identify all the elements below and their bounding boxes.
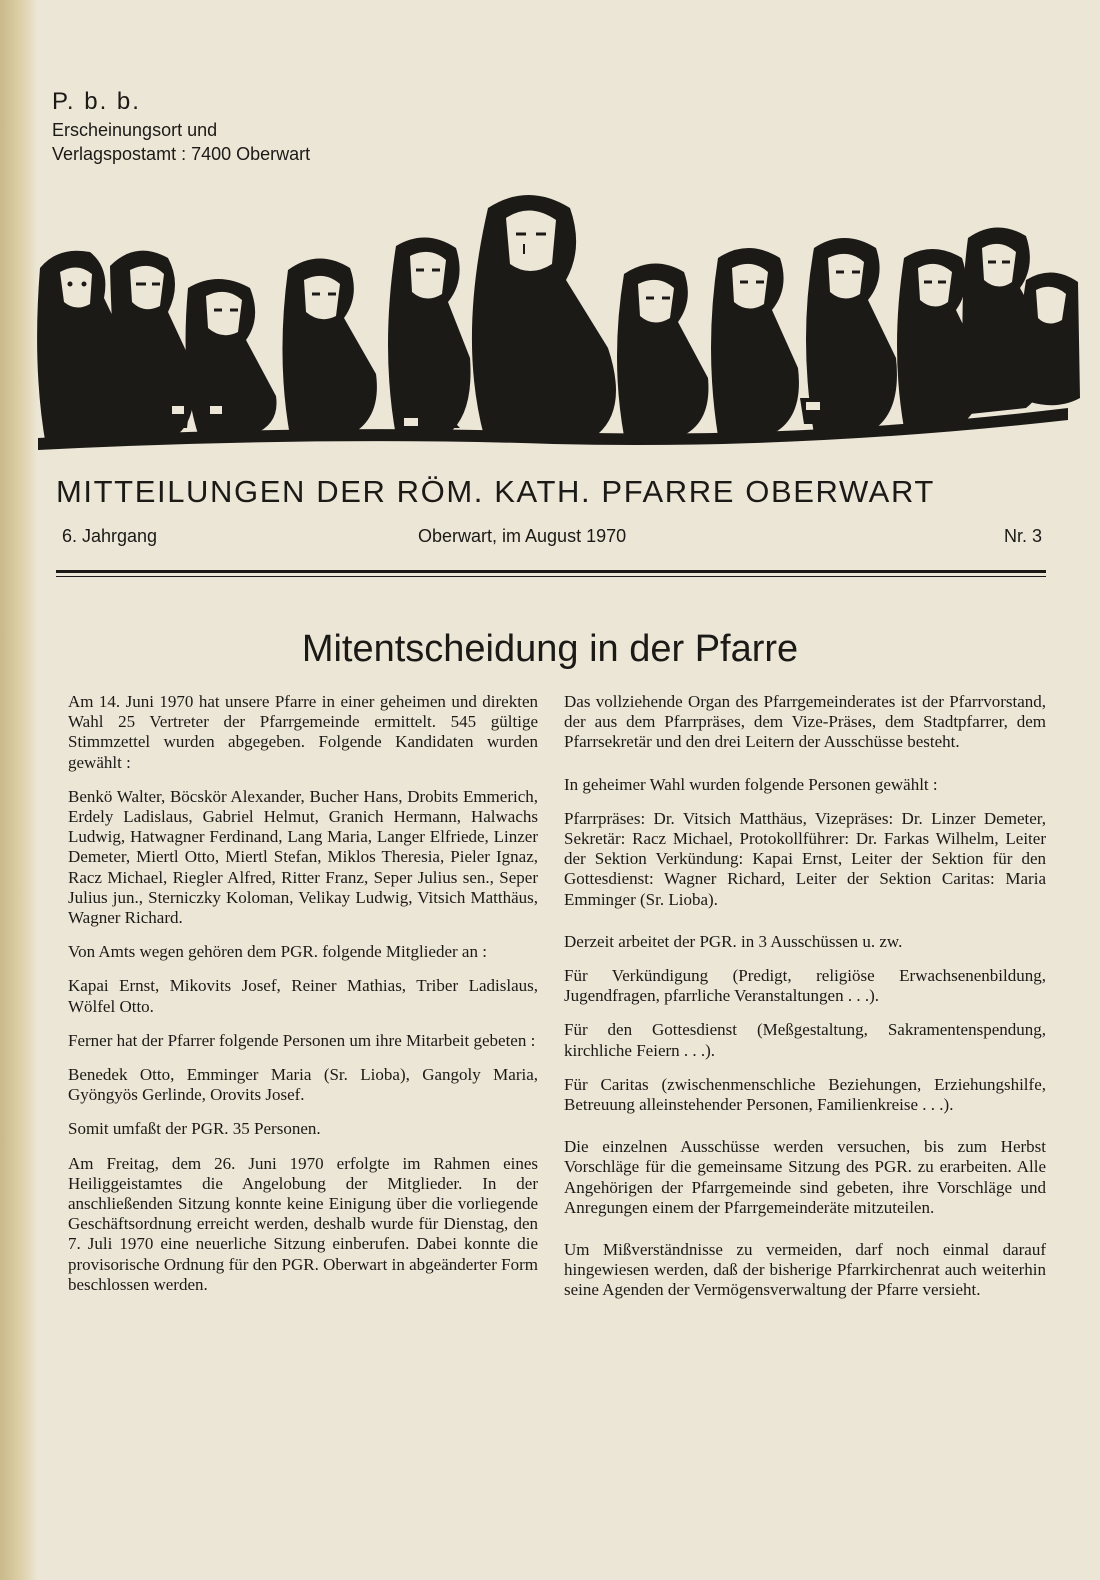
paragraph: Pfarrpräses: Dr. Vitsich Matthäus, Vizepräses: Dr. Linzer Demeter, Sekretär: Racz Michael, Protokollführer: Dr. Farkas Wilhelm, Leiter der Sektion Verkündung: Kapai Ernst, Leiter der Sektion für den Gottesdienst: Wagner Richard, Leiter der Sektion Caritas: Maria Emminger (Sr. Lioba). <box>564 808 1046 909</box>
paragraph: Für den Gottesdienst (Meßgestaltung, Sakramentenspendung, kirchliche Feiern . . .). <box>564 1020 1046 1060</box>
article-headline: Mitentscheidung in der Pfarre <box>301 628 799 670</box>
postal-line-1: Erscheinungsort und <box>52 120 218 140</box>
paragraph: Am 14. Juni 1970 hat unsere Pfarre in einer geheimen und direkten Wahl 25 Vertreter der Pfarrgemeinde ermittelt. 545 gültige Stimmzettel wurden abgegeben. Folgende Kandidaten wurden gewählt : <box>68 692 538 772</box>
paragraph: Von Amts wegen gehören dem PGR. folgende Mitglieder an : <box>68 942 487 962</box>
masthead-rule-thick <box>56 570 1046 573</box>
paragraph: Für Caritas (zwischenmenschliche Beziehungen, Erziehungshilfe, Betreuung alleinstehender Personen, Familienkreise . . .). <box>564 1074 1046 1115</box>
paragraph: Die einzelnen Ausschüsse werden versuchen, bis zum Herbst Vorschläge für die gemeinsame Sitzung des PGR. zu erarbeiten. Alle Angehörigen der Pfarrgemeinde sind gebeten, ihre Vorschläge und Anregungen einem der Pfarrgemeinderäte mitzuteilen. <box>564 1137 1046 1217</box>
paragraph: Kapai Ernst, Mikovits Josef, Reiner Mathias, Triber Ladislaus, Wölfel Otto. <box>68 976 538 1016</box>
masthead-rule-thin <box>56 576 1046 577</box>
paragraph: Um Mißverständnisse zu vermeiden, darf noch einmal darauf hingewiesen werden, daß der bisherige Pfarrkirchenrat auch weiterhin seine Agenden der Vermögensverwaltung der Pfarre versieht. <box>564 1240 1046 1300</box>
postal-line-2: Verlagspostamt : 7400 Oberwart <box>52 144 311 164</box>
article-right-column <box>564 692 1046 1315</box>
masthead-title: MITTEILUNGEN DER RÖM. KATH. PFARRE OBERWART <box>56 474 935 509</box>
paragraph: Derzeit arbeitet der PGR. in 3 Ausschüssen u. zw. <box>564 931 903 951</box>
issue-info-row <box>62 526 1042 552</box>
paragraph: In geheimer Wahl wurden folgende Personen gewählt : <box>564 774 938 794</box>
paragraph: Am Freitag, dem 26. Juni 1970 erfolgte im Rahmen eines Heiliggeistamtes die Angelobung der Mitglieder. In der anschließenden Sitzung konnte keine Einigung über die vorliegende Geschäftsordnung erreicht werden, deshalb wurde für Dienstag, den 7. Juli 1970 eine neuerliche Sitzung einberufen. Dabei konnte die provisorische Ordnung für den PGR. Oberwart in abgeänderter Form beschlossen werden. <box>68 1153 538 1294</box>
paragraph: Benedek Otto, Emminger Maria (Sr. Lioba), Gangoly Maria, Gyöngyös Gerlinde, Orovits Josef. <box>68 1065 538 1105</box>
place-date: Oberwart, im August 1970 <box>418 526 627 546</box>
postal-pbb: P. b. b. <box>52 88 141 115</box>
postal-notice <box>52 86 310 166</box>
article-left-column <box>68 692 538 1309</box>
paragraph: Benkö Walter, Böcskör Alexander, Bucher Hans, Drobits Emmerich, Erdely Ladislaus, Gabriel Helmut, Granich Hermann, Halwachs Ludwig, Hatwagner Ferdinand, Lang Maria, Langer Elfriede, Linzer Demeter, Miertl Otto, Miertl Stefan, Miklos Theresia, Pieler Ignaz, Racz Michael, Riegler Alfred, Ritter Franz, Seper Julius sen., Seper Julius jun., Sterniczky Koloman, Velikay Ludwig, Vitsich Matthäus, Wagner Richard. <box>68 786 538 928</box>
paragraph: Ferner hat der Pfarrer folgende Personen um ihre Mitarbeit gebeten : <box>68 1030 536 1050</box>
last-supper-woodcut-icon <box>18 188 1088 478</box>
issue-number: Nr. 3 <box>1003 526 1042 546</box>
paragraph: Somit umfaßt der PGR. 35 Personen. <box>68 1119 321 1139</box>
volume-label: 6. Jahrgang <box>62 526 158 546</box>
paragraph: Das vollziehende Organ des Pfarrgemeinderates ist der Pfarrvorstand, der aus dem Pfarrpräses, dem Vize-Präses, dem Stadtpfarrer, dem Pfarrsekretär und den drei Leitern der Ausschüsse besteht. <box>564 692 1046 752</box>
paragraph: Für Verkündigung (Predigt, religiöse Erwachsenenbildung, Jugendfragen, pfarrliche Veranstaltungen . . .). <box>564 966 1046 1006</box>
